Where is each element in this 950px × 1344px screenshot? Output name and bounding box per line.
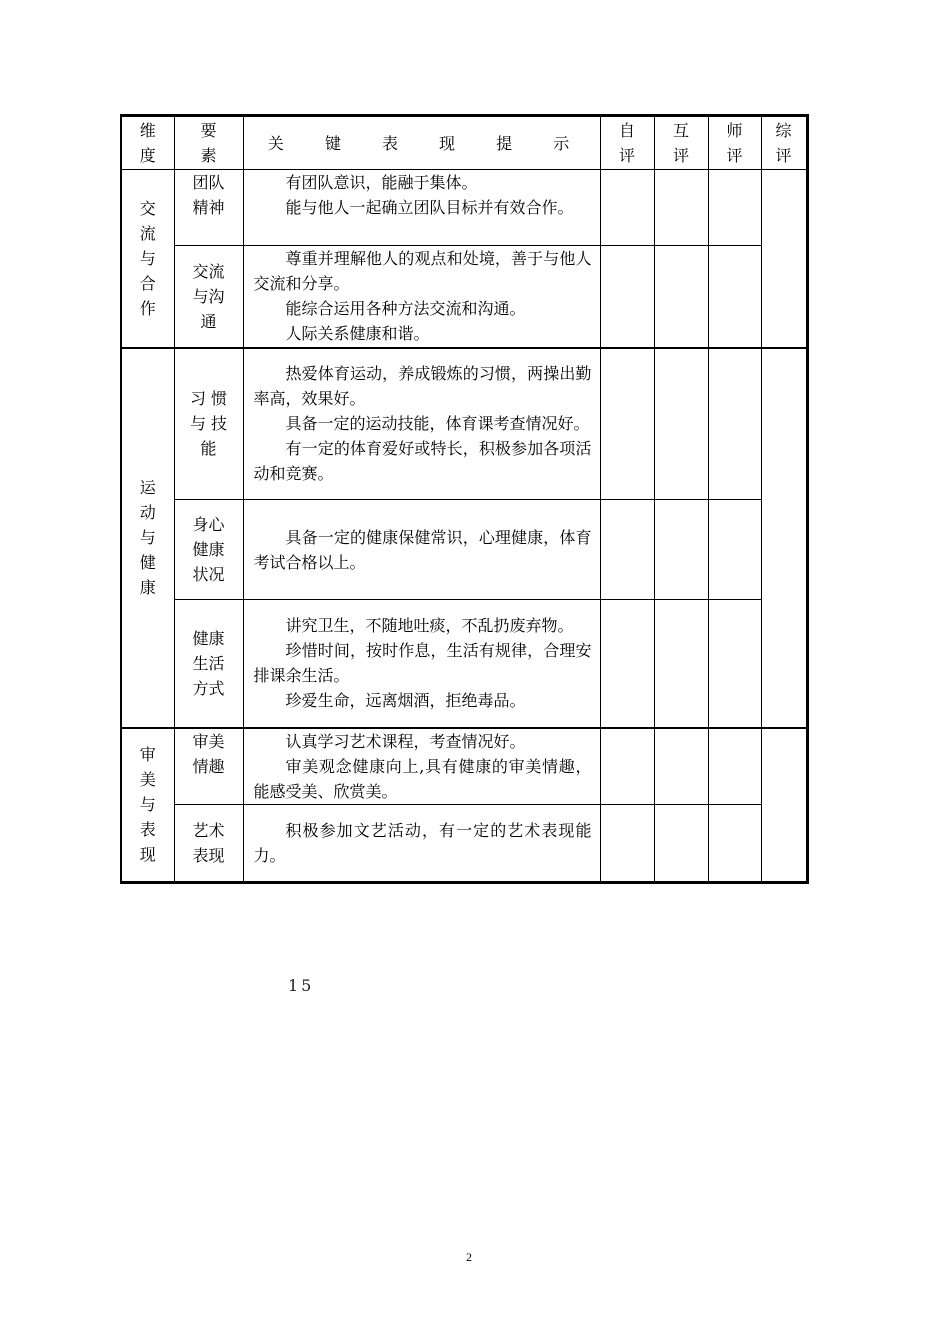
table-row — [121, 246, 807, 348]
self-eval-cell[interactable] — [600, 170, 654, 246]
key-performance-cell: 讲究卫生，不随地吐痰，不乱扔废弃物。 珍惜时间，按时作息，生活有规律，合理安排课余生活。 珍爱生命，远离烟酒，拒绝毒品。 — [243, 600, 600, 728]
table-row — [121, 500, 807, 600]
self-eval-cell[interactable] — [600, 600, 654, 728]
header-dimension: 维 度 — [121, 116, 174, 170]
teacher-eval-cell[interactable] — [708, 348, 761, 500]
table-row — [121, 348, 807, 500]
peer-eval-cell[interactable] — [654, 246, 708, 348]
teacher-eval-cell[interactable] — [708, 728, 761, 805]
overall-eval-cell[interactable] — [761, 348, 807, 728]
key-performance-cell: 热爱体育运动，养成锻炼的习惯，两操出勤率高，效果好。 具备一定的运动技能，体育课考查情况好。 有一定的体育爱好或特长，积极参加各项活动和竞赛。 — [243, 348, 600, 500]
key-performance-cell: 有团队意识，能融于集体。 能与他人一起确立团队目标并有效合作。 — [243, 170, 600, 246]
element-cell: 习 惯 与 技 能 — [174, 348, 243, 500]
element-cell: 团队 精神 — [174, 170, 243, 246]
peer-eval-cell[interactable] — [654, 500, 708, 600]
teacher-eval-cell[interactable] — [708, 600, 761, 728]
header-self-eval: 自 评 — [600, 116, 654, 170]
teacher-eval-cell[interactable] — [708, 170, 761, 246]
element-cell: 健康 生活 方式 — [174, 600, 243, 728]
header-peer-eval: 互 评 — [654, 116, 708, 170]
dimension-cell: 运 动 与 健 康 — [121, 348, 174, 728]
key-performance-cell: 尊重并理解他人的观点和处境，善于与他人交流和分享。 能综合运用各种方法交流和沟通。 人际关系健康和谐。 — [243, 246, 600, 348]
self-eval-cell[interactable] — [600, 500, 654, 600]
teacher-eval-cell[interactable] — [708, 804, 761, 882]
table-header-row — [121, 116, 807, 170]
dimension-cell: 交 流 与 合 作 — [121, 170, 174, 348]
element-cell: 艺术 表现 — [174, 804, 243, 882]
overall-eval-cell[interactable] — [761, 170, 807, 348]
overall-eval-cell[interactable] — [761, 728, 807, 883]
table-row — [121, 170, 807, 246]
header-element: 要 素 — [174, 116, 243, 170]
element-cell: 交流 与沟 通 — [174, 246, 243, 348]
peer-eval-cell[interactable] — [654, 804, 708, 882]
peer-eval-cell[interactable] — [654, 728, 708, 805]
header-overall-eval: 综 评 — [761, 116, 807, 170]
evaluation-table — [120, 114, 809, 884]
self-eval-cell[interactable] — [600, 348, 654, 500]
element-cell: 审美 情趣 — [174, 728, 243, 805]
header-teacher-eval: 师 评 — [708, 116, 761, 170]
table-row — [121, 728, 807, 805]
key-performance-cell: 认真学习艺术课程，考查情况好。 审美观念健康向上,具有健康的审美情趣，能感受美、欣赏美。 — [243, 728, 600, 805]
peer-eval-cell[interactable] — [654, 170, 708, 246]
peer-eval-cell[interactable] — [654, 348, 708, 500]
teacher-eval-cell[interactable] — [708, 500, 761, 600]
header-key-performance: 关 键 表 现 提 示 — [243, 116, 600, 170]
table-row — [121, 804, 807, 882]
table-row — [121, 600, 807, 728]
element-cell: 身心 健康 状况 — [174, 500, 243, 600]
self-eval-cell[interactable] — [600, 804, 654, 882]
self-eval-cell[interactable] — [600, 246, 654, 348]
key-performance-cell: 具备一定的健康保健常识，心理健康，体育考试合格以上。 — [243, 500, 600, 600]
page-number: 2 — [466, 1250, 472, 1264]
self-eval-cell[interactable] — [600, 728, 654, 805]
peer-eval-cell[interactable] — [654, 600, 708, 728]
key-performance-cell: 积极参加文艺活动，有一定的艺术表现能力。 — [243, 804, 600, 882]
body-text-line-2-number: 15 — [288, 976, 315, 995]
dimension-cell: 审 美 与 表 现 — [121, 728, 174, 883]
teacher-eval-cell[interactable] — [708, 246, 761, 348]
